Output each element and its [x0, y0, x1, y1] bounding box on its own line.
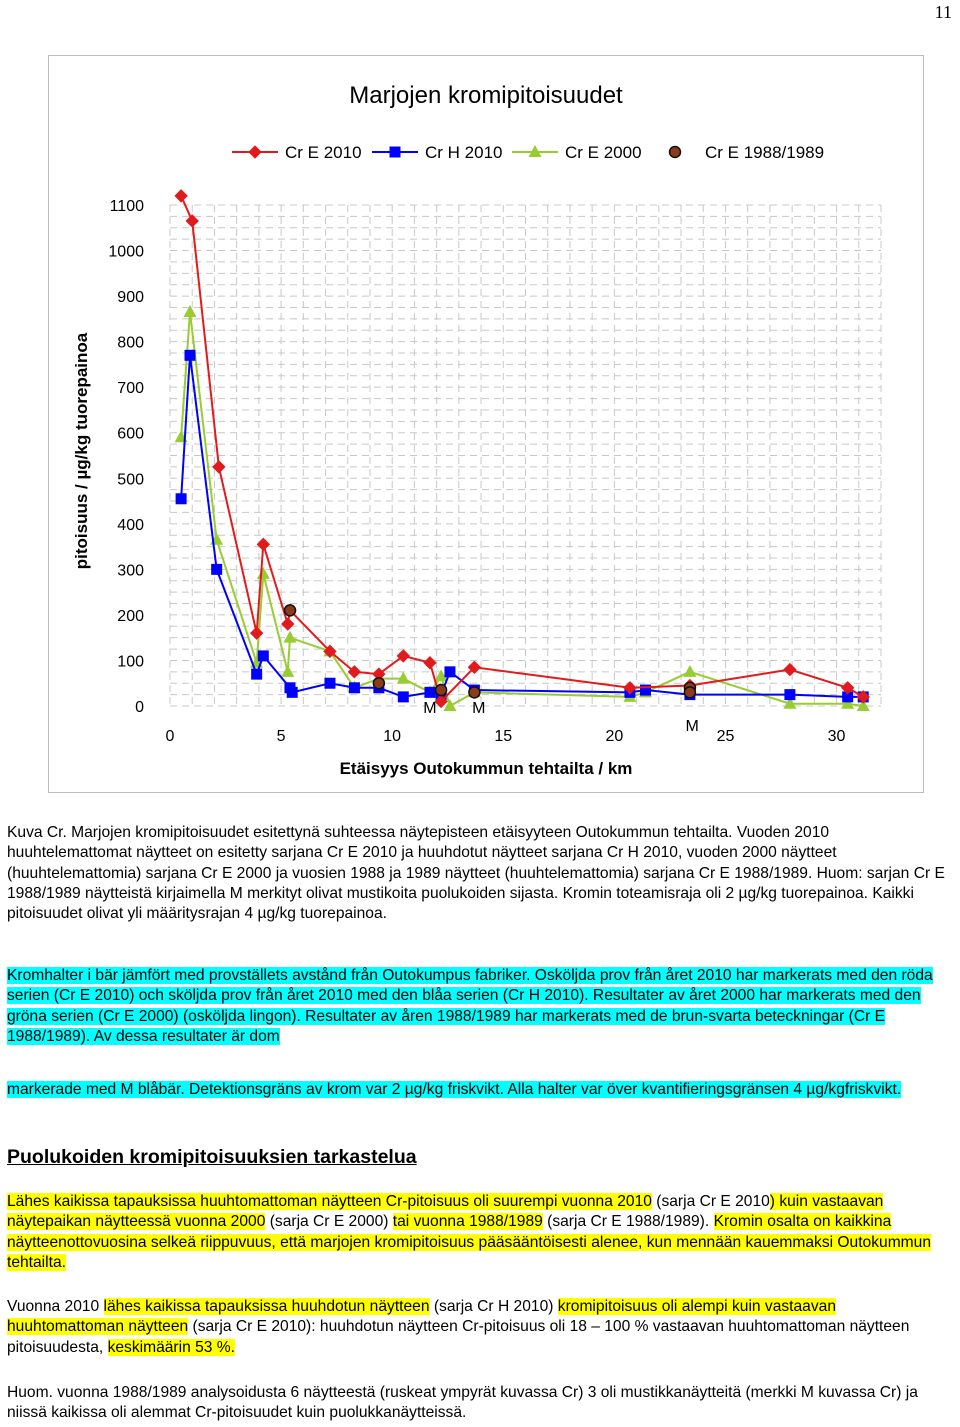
legend-label: Cr E 2010 [285, 143, 362, 162]
data-point [258, 650, 269, 661]
y-tick-label: 300 [117, 562, 144, 580]
data-point [184, 350, 195, 361]
paragraph-2 [7, 1297, 955, 1358]
data-point [683, 665, 696, 677]
caption-text: Kuva Cr. Marjojen kromipitoisuudet esitettynä suhteessa näytepisteen etäisyyteen Outokummun tehtailta. Vuoden 2010 huuhtelemattomat näytteet on esitetty sarjana Cr E 2010 ja huuhdotut näytteet sarjana Cr H 2010, vuoden 2000 näytteet (huuhtelemattomia) sarjana Cr E 2000 ja vuosien 1988 ja 1989 näytteet (huuhtelemattomia) sarjana Cr E 1988/1989. Huom: sarjan Cr E 1988/1989 näytteistä kirjaimella M merkityt olivat mustikoita puolukoiden sijasta. Kromin toteamisraja oli 2 µg/kg tuorepainoa. Kaikki pitoisuudet olivat yli määritysrajan 4 µg/kg tuorepainoa. [7, 824, 945, 923]
paragraph-1 [7, 1192, 955, 1273]
data-point [398, 691, 409, 702]
y-tick-label: 400 [117, 516, 144, 534]
data-point [436, 685, 447, 696]
data-point [684, 687, 695, 698]
swedish-caption [7, 966, 955, 1047]
y-tick-label: 100 [117, 653, 144, 671]
p2-highlight-1: lähes kaikissa tapauksissa huuhdotun näytteen [103, 1298, 430, 1315]
y-tick-label: 1000 [108, 243, 144, 261]
annotation-label: M [472, 699, 486, 717]
series-2 [175, 305, 870, 711]
data-point [349, 682, 360, 693]
legend-label: Cr E 1988/1989 [705, 143, 825, 162]
p1-highlight-3: tai vuonna 1988/1989 [392, 1213, 543, 1231]
y-tick-label: 800 [117, 334, 144, 352]
data-point [175, 190, 187, 202]
series-0 [175, 190, 869, 708]
p1-text-1: (sarja Cr E 2010 [651, 1193, 770, 1210]
data-point [282, 618, 294, 630]
legend-label: Cr E 2000 [565, 143, 642, 162]
x-tick-label: 0 [165, 728, 175, 745]
data-point [424, 657, 436, 669]
p1-text-3: (sarja Cr E 1988/1989). [542, 1213, 710, 1231]
swedish-caption-continued [7, 1080, 955, 1100]
series-line [181, 312, 863, 706]
y-tick-label: 900 [117, 289, 144, 307]
y-axis-label: pitoisuus / µg/kg tuorepainoa [72, 332, 91, 570]
legend-marker [249, 146, 261, 158]
swedish-caption-part2: markerade med M blåbär. Detektionsgräns av krom var 2 µg/kg friskvikt. Alla halter var över kvantifieringsgränsen 4 µg/kgfriskvikt. [7, 1081, 902, 1098]
y-tick-label: 1100 [109, 198, 144, 215]
data-point [211, 564, 222, 575]
x-axis-label: Etäisyys Outokummun tehtailta / km [339, 759, 633, 778]
chart-annotations [423, 700, 699, 735]
p2-text-2: (sarja Cr H 2010) [429, 1298, 558, 1315]
data-point [373, 678, 384, 689]
chart-title: Marjojen kromipitoisuudet [349, 82, 623, 109]
p1-text-2: (sarja Cr E 2000) [265, 1213, 393, 1231]
p1-highlight-1: Lähes kaikissa tapauksissa huuhtomattoman näytteen Cr-pitoisuus oli suurempi vuonna 2010 [7, 1193, 652, 1210]
data-point [183, 305, 196, 317]
data-point [281, 665, 294, 677]
data-point [424, 687, 435, 698]
chart-legend [232, 143, 824, 162]
annotation-label: M [423, 699, 437, 717]
chart-series [175, 190, 870, 711]
x-tick-label: 15 [494, 728, 513, 745]
figure-caption [7, 823, 955, 924]
data-point [284, 605, 295, 616]
legend-marker [670, 147, 681, 158]
x-tick-label: 5 [276, 728, 286, 745]
data-point [176, 493, 187, 504]
p2-text-1: Vuonna 2010 [7, 1298, 104, 1315]
p1-highlight-2: ) kuin vastaavan näytepaikan näytteessä vuonna 2000 [7, 1193, 884, 1231]
chart-container [48, 55, 924, 793]
data-point [324, 678, 335, 689]
series-3 [284, 605, 695, 698]
legend-label: Cr H 2010 [425, 143, 503, 162]
p2-text-3: (sarja Cr E 2010): huuhdotun näytteen Cr-pitoisuus oli 18 – 100 % vastaavan huuhtomattoman näytteen pitoisuudesta, [7, 1318, 910, 1356]
annotation-label: M [685, 718, 699, 736]
x-tick-label: 25 [716, 728, 735, 745]
x-tick-label: 20 [605, 728, 624, 745]
data-point [287, 687, 298, 698]
y-tick-label: 200 [117, 607, 144, 625]
x-tick-label: 30 [827, 728, 846, 745]
data-point [469, 687, 480, 698]
p2-highlight-2: kromipitoisuus oli alempi kuin vastaavan huuhtomattoman näytteen [7, 1298, 837, 1336]
series-line [181, 355, 863, 697]
note-text: Huom. vuonna 1988/1989 analysoidusta 6 näytteestä (ruskeat ympyrät kuvassa Cr) 3 oli mustikkanäytteitä (merkki M kuvassa Cr) ja niissä kaikissa oli alemmat Cr-pitoisuudet kuin puolukkanäytteissä. [7, 1384, 918, 1422]
note-paragraph [7, 1383, 955, 1424]
y-tick-label: 0 [135, 699, 144, 716]
data-point [283, 631, 296, 643]
data-point [784, 689, 795, 700]
data-point [251, 669, 262, 680]
chart-svg [49, 56, 923, 792]
x-tick-label: 10 [383, 728, 402, 745]
data-point [444, 666, 455, 677]
p1-highlight-4: Kromin osalta on kaikkina näytteenottovuosina selkeä riippuvuus, että marjojen kromipitoisuus pääsääntöisesti alenee, kun mennään kauemmaksi Outokummun tehtailta. [7, 1213, 932, 1271]
y-tick-label: 500 [117, 471, 144, 489]
section-heading: Puolukoiden kromipitoisuuksien tarkastelua [7, 1146, 417, 1168]
swedish-caption-part1: Kromhalter i bär jämfört med provställets avstånd från Outokumpus fabriker. Osköljda prov från året 2010 har markerats med den röda serien (Cr E 2010) och sköljda prov från året 2010 med den blåa serien (Cr H 2010). Resultater av året 2000 har markerats med den gröna serien (Cr E 2000) (osköljda lingon). Resultater av åren 1988/1989 har markerats med de brun-svarta beteckningar (Cr E 1988/1989). Av dessa resultater är dom [7, 967, 933, 1045]
data-point [784, 664, 796, 676]
y-tick-label: 600 [117, 425, 144, 443]
legend-marker [390, 147, 401, 158]
y-tick-label: 700 [117, 380, 144, 398]
p2-highlight-3: keskimäärin 53 %. [107, 1338, 235, 1356]
page-number: 11 [934, 2, 952, 22]
data-point [257, 538, 269, 550]
